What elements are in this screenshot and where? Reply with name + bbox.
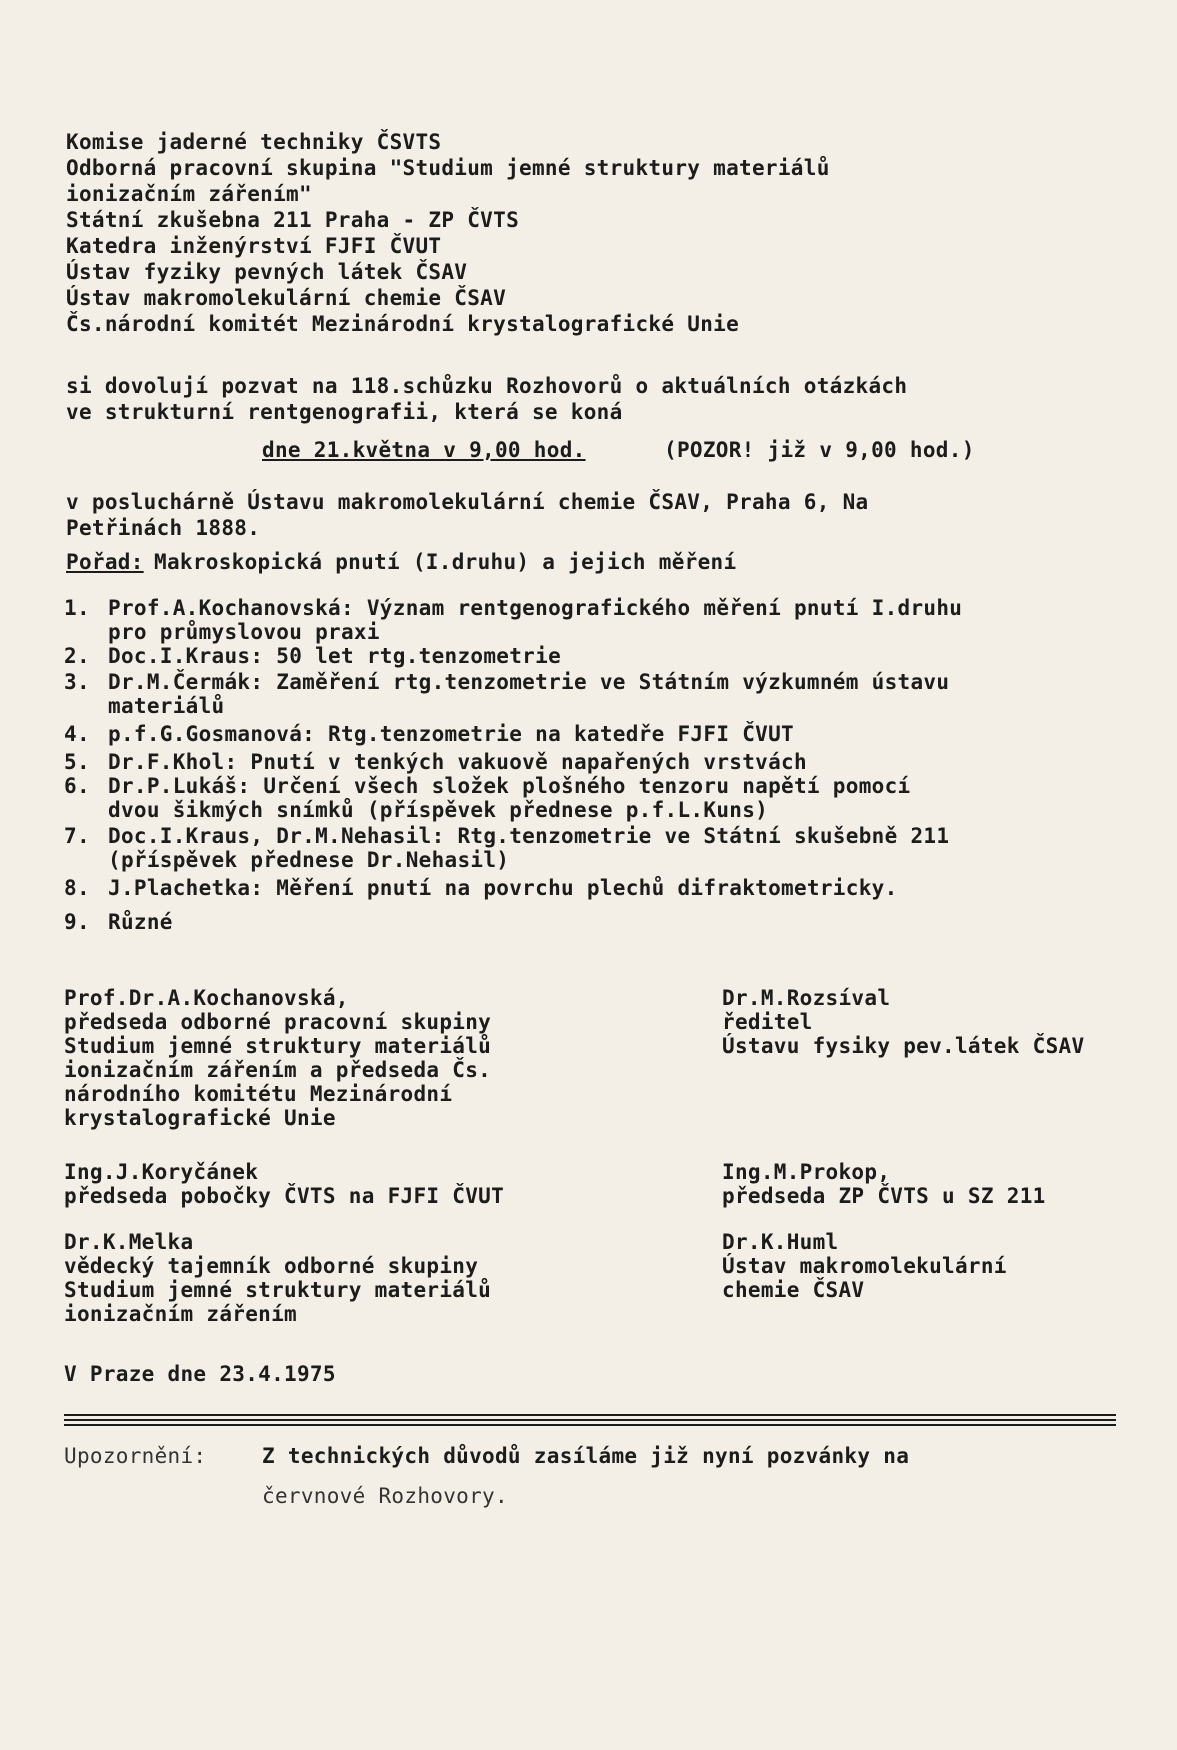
- signature-line: národního komitétu Mezinárodní: [64, 1082, 453, 1106]
- notice-line: červnové Rozhovory.: [262, 1484, 508, 1508]
- list-item: 2. Doc.I.Kraus: 50 let rtg.tenzometrie: [64, 644, 562, 668]
- invitation-line: si dovolují pozvat na 118.schůzku Rozhovorů o aktuálních otázkách: [66, 374, 908, 398]
- place-date: V Praze dne 23.4.1975: [64, 1362, 336, 1386]
- header-line: Ústav fyziky pevných látek ČSAV: [66, 260, 468, 284]
- notice-label: Upozornění:: [64, 1444, 207, 1468]
- list-item: 7. Doc.I.Kraus, Dr.M.Nehasil: Rtg.tenzometrie ve Státní skušebně 211: [64, 824, 950, 848]
- separator-line: [64, 1424, 1116, 1426]
- list-item: 1. Prof.A.Kochanovská: Význam rentgenografického měření pnutí I.druhu: [64, 596, 963, 620]
- venue-line: Petřinách 1888.: [66, 516, 261, 540]
- header-line: Odborná pracovní skupina "Studium jemné struktury materiálů: [66, 156, 830, 180]
- signature-line: Studium jemné struktury materiálů: [64, 1278, 492, 1302]
- signature-line: Ústavu fysiky pev.látek ČSAV: [722, 1034, 1085, 1058]
- signature-line: Ústav makromolekulární: [722, 1254, 1007, 1278]
- venue-line: v posluchárně Ústavu makromolekulární chemie ČSAV, Praha 6, Na: [66, 490, 869, 514]
- header-line: Státní zkušebna 211 Praha - ZP ČVTS: [66, 208, 520, 232]
- notice-line: Z technických důvodů zasíláme již nyní pozvánky na: [262, 1444, 910, 1468]
- signature-line: předseda pobočky ČVTS na FJFI ČVUT: [64, 1184, 505, 1208]
- signature-line: Ing.J.Koryčánek: [64, 1160, 259, 1184]
- program-title: Makroskopická pnutí (I.druhu) a jejich měření: [154, 550, 737, 574]
- signature-line: Studium jemné struktury materiálů: [64, 1034, 492, 1058]
- header-line: Čs.národní komitét Mezinárodní krystalografické Unie: [66, 312, 740, 336]
- invitation-line: ve strukturní rentgenografii, která se koná: [66, 400, 623, 424]
- list-item: 5. Dr.F.Khol: Pnutí v tenkých vakuově napařených vrstvách: [64, 750, 807, 774]
- header-line: Katedra inženýrství FJFI ČVUT: [66, 234, 442, 258]
- signature-line: ionizačním zářením a předseda Čs.: [64, 1058, 492, 1082]
- signature-line: předseda ZP ČVTS u SZ 211: [722, 1184, 1046, 1208]
- signature-line: Dr.K.Melka: [64, 1230, 194, 1254]
- signature-line: předseda odborné pracovní skupiny: [64, 1010, 492, 1034]
- list-item: 8. J.Plachetka: Měření pnutí na povrchu plechů difraktometricky.: [64, 876, 898, 900]
- signature-line: Prof.Dr.A.Kochanovská,: [64, 986, 349, 1010]
- list-item-cont: materiálů: [108, 694, 225, 718]
- signature-line: ředitel: [722, 1010, 813, 1034]
- header-line: Komise jaderné techniky ČSVTS: [66, 130, 442, 154]
- signature-line: krystalografické Unie: [64, 1106, 336, 1130]
- signature-line: Dr.K.Huml: [722, 1230, 839, 1254]
- program-label: Pořad:: [66, 550, 144, 574]
- list-item-cont: dvou šikmých snímků (příspěvek přednese p.f.L.Kuns): [108, 798, 769, 822]
- header-line: ionizačním zářením": [66, 182, 312, 206]
- list-item: 6. Dr.P.Lukáš: Určení všech složek plošného tenzoru napětí pomocí: [64, 774, 911, 798]
- list-item: 3. Dr.M.Čermák: Zaměření rtg.tenzometrie ve Státním výzkumném ústavu: [64, 670, 950, 694]
- signature-line: Ing.M.Prokop,: [722, 1160, 891, 1184]
- signature-line: Dr.M.Rozsíval: [722, 986, 891, 1010]
- signature-line: chemie ČSAV: [722, 1278, 865, 1302]
- header-line: Ústav makromolekulární chemie ČSAV: [66, 286, 507, 310]
- separator-line: [64, 1414, 1116, 1416]
- list-item: 4. p.f.G.Gosmanová: Rtg.tenzometrie na katedře FJFI ČVUT: [64, 722, 794, 746]
- meeting-date: dne 21.května v 9,00 hod.: [262, 438, 586, 462]
- signature-line: vědecký tajemník odborné skupiny: [64, 1254, 479, 1278]
- list-item: 9. Různé: [64, 910, 173, 934]
- meeting-date-note: (POZOR! již v 9,00 hod.): [664, 438, 975, 462]
- signature-line: ionizačním zářením: [64, 1302, 297, 1326]
- list-item-cont: pro průmyslovou praxi: [108, 620, 380, 644]
- list-item-cont: (příspěvek přednese Dr.Nehasil): [108, 848, 510, 872]
- separator-line: [64, 1419, 1116, 1421]
